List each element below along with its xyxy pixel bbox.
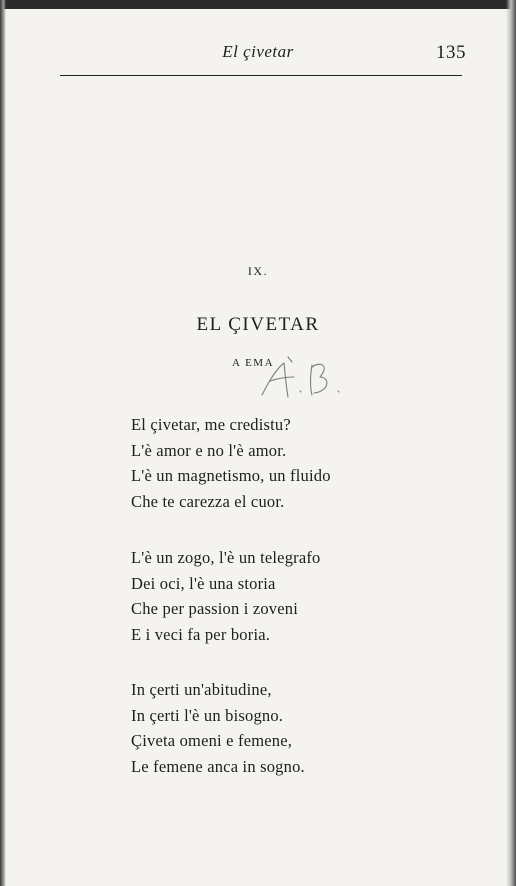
page-number: 135 bbox=[436, 42, 466, 63]
verse-line: L'è amor e no l'è amor. bbox=[131, 440, 287, 460]
stanza-1 bbox=[131, 412, 331, 514]
verse-line: Çiveta omeni e femene, bbox=[131, 731, 293, 750]
verse-line: Le femene anca in sogno. bbox=[131, 756, 305, 776]
verse-line: El çivetar, me credistu? bbox=[131, 415, 291, 434]
header-rule bbox=[60, 75, 462, 76]
verse-line: Dei oci, l'è una storia bbox=[131, 573, 276, 593]
verse-line: Che te carezza el cuor. bbox=[131, 491, 285, 511]
stanza-2 bbox=[131, 545, 321, 647]
dedication: A EMA bbox=[232, 357, 275, 369]
running-title: El çivetar bbox=[222, 42, 294, 61]
page-right-edge bbox=[506, 0, 516, 886]
verse-line: L'è un zogo, l'è un telegrafo bbox=[131, 548, 321, 567]
handwritten-signature bbox=[258, 355, 348, 401]
page-left-edge bbox=[0, 0, 6, 886]
page-top-edge bbox=[0, 0, 516, 9]
stanza-3 bbox=[131, 677, 305, 779]
verse-line: In çerti un'abitudine, bbox=[131, 680, 272, 699]
verse-line: Che per passion i zoveni bbox=[131, 599, 299, 618]
verse-line: In çerti l'è un bisogno. bbox=[131, 705, 284, 725]
poem-title: EL ÇIVETAR bbox=[196, 314, 320, 335]
verse-line: L'è un magnetismo, un fluido bbox=[131, 466, 331, 485]
section-number: IX. bbox=[247, 264, 269, 278]
verse-line: E i veci fa per boria. bbox=[131, 624, 271, 644]
